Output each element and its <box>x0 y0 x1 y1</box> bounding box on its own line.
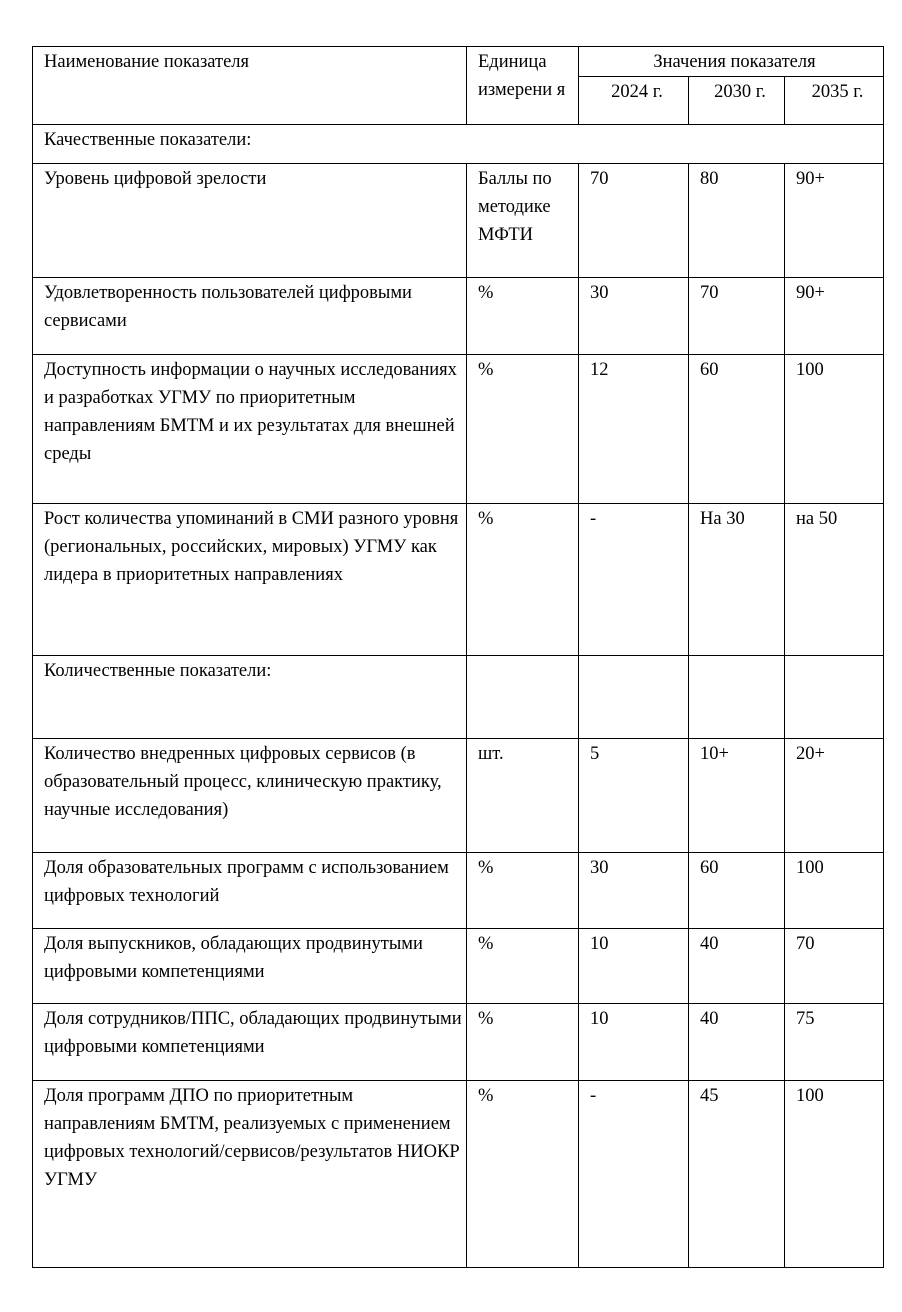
indicator-unit: % <box>467 504 579 656</box>
header-row-1 <box>33 47 884 77</box>
header-unit: Единица измерени я <box>467 47 579 125</box>
table-row <box>33 355 884 504</box>
table-row <box>33 504 884 656</box>
table-row <box>33 853 884 929</box>
empty-cell <box>689 656 785 739</box>
value-2035: 100 <box>785 355 884 504</box>
value-2024: 10 <box>579 929 689 1004</box>
header-year-2035: 2035 г. <box>785 77 884 125</box>
indicator-name: Доля сотрудников/ППС, обладающих продвинутыми цифровыми компетенциями <box>33 1004 467 1081</box>
indicator-unit: % <box>467 1004 579 1081</box>
value-2035: 20+ <box>785 739 884 853</box>
section-row-qualitative <box>33 125 884 164</box>
value-2035: 100 <box>785 1081 884 1268</box>
section-quantitative: Количественные показатели: <box>33 656 467 739</box>
indicator-unit: шт. <box>467 739 579 853</box>
indicator-unit: % <box>467 853 579 929</box>
empty-cell <box>467 656 579 739</box>
header-name: Наименование показателя <box>33 47 467 125</box>
table-row <box>33 1081 884 1268</box>
value-2035: 90+ <box>785 164 884 278</box>
indicator-unit: % <box>467 278 579 355</box>
empty-cell <box>785 656 884 739</box>
value-2024: - <box>579 1081 689 1268</box>
value-2024: 30 <box>579 853 689 929</box>
value-2030: 80 <box>689 164 785 278</box>
value-2030: 70 <box>689 278 785 355</box>
indicator-unit: Баллы по методике МФТИ <box>467 164 579 278</box>
value-2024: 30 <box>579 278 689 355</box>
value-2024: - <box>579 504 689 656</box>
empty-cell <box>579 656 689 739</box>
value-2024: 70 <box>579 164 689 278</box>
indicator-unit: % <box>467 929 579 1004</box>
header-year-2024: 2024 г. <box>579 77 689 125</box>
value-2030: 60 <box>689 853 785 929</box>
table-row <box>33 1004 884 1081</box>
value-2030: На 30 <box>689 504 785 656</box>
table-row <box>33 164 884 278</box>
value-2024: 10 <box>579 1004 689 1081</box>
value-2030: 45 <box>689 1081 785 1268</box>
value-2035: 100 <box>785 853 884 929</box>
value-2030: 10+ <box>689 739 785 853</box>
indicator-name: Рост количества упоминаний в СМИ разного уровня (региональных, российских, мировых) УГМУ как лидера в приоритетных направлениях <box>33 504 467 656</box>
indicator-name: Доля выпускников, обладающих продвинутыми цифровыми компетенциями <box>33 929 467 1004</box>
indicator-name: Уровень цифровой зрелости <box>33 164 467 278</box>
indicator-unit: % <box>467 1081 579 1268</box>
value-2035: 75 <box>785 1004 884 1081</box>
value-2035: 90+ <box>785 278 884 355</box>
indicator-name: Доля программ ДПО по приоритетным направлениям БМТМ, реализуемых с применением цифровых технологий/сервисов/результатов НИОКР УГМУ <box>33 1081 467 1268</box>
table-row <box>33 929 884 1004</box>
value-2035: на 50 <box>785 504 884 656</box>
indicator-name: Доля образовательных программ с использованием цифровых технологий <box>33 853 467 929</box>
indicator-unit: % <box>467 355 579 504</box>
indicators-table <box>32 46 884 1268</box>
indicator-name: Количество внедренных цифровых сервисов (в образовательный процесс, клиническую практику, научные исследования) <box>33 739 467 853</box>
table-row <box>33 739 884 853</box>
value-2024: 12 <box>579 355 689 504</box>
value-2030: 40 <box>689 929 785 1004</box>
value-2030: 60 <box>689 355 785 504</box>
header-values-group: Значения показателя <box>579 47 884 77</box>
value-2024: 5 <box>579 739 689 853</box>
value-2035: 70 <box>785 929 884 1004</box>
indicator-name: Удовлетворенность пользователей цифровыми сервисами <box>33 278 467 355</box>
table-row <box>33 278 884 355</box>
section-qualitative: Качественные показатели: <box>33 125 884 164</box>
value-2030: 40 <box>689 1004 785 1081</box>
header-year-2030: 2030 г. <box>689 77 785 125</box>
indicator-name: Доступность информации о научных исследованиях и разработках УГМУ по приоритетным направлениям БМТМ и их результатах для внешней среды <box>33 355 467 504</box>
section-row-quantitative <box>33 656 884 739</box>
